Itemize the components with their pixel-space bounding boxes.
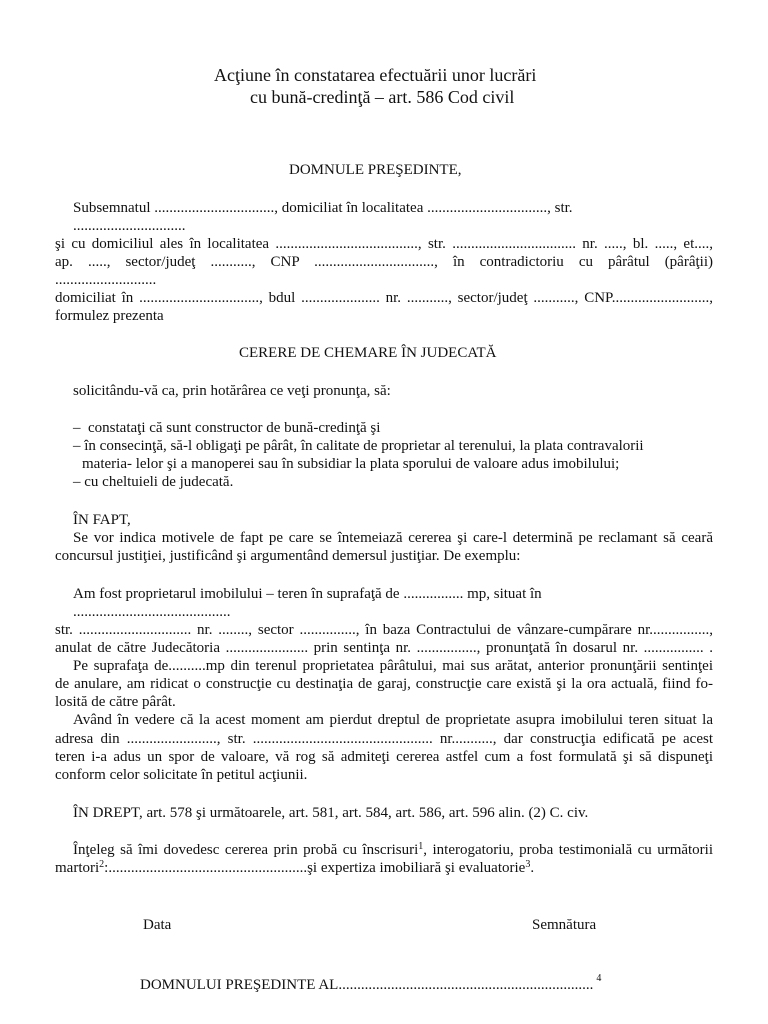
addressee-text: DOMNULUI PREŞEDINTE AL.................................................................... — [140, 977, 594, 993]
intro-line-6: domiciliat în ................................, bdul ..................... nr. ..........., sector/judeţ ..........., CNP.........................., — [55, 290, 713, 306]
intro-line-1: Subsemnatul ................................, domiciliat în localitatea ................................, str. — [73, 200, 573, 216]
facts-example-line-7: losită de către pârât. — [55, 694, 176, 710]
request-item-2-continued: materia- lelor şi a manoperei sau în subsidiar la plata sporului de valoare adus imobilului; — [82, 456, 620, 472]
document-title-line-2: cu bună-credinţă – art. 586 Cod civil — [250, 87, 515, 107]
facts-example-line-9: adresa din ........................, str. ................................................ nr..........., dar construcţia edificată pe acest — [55, 731, 713, 747]
evidence-line-1 — [73, 841, 713, 859]
evidence-line-1-rest: , interogatoriu, proba testimonială cu următorii — [423, 842, 714, 858]
intro-line-4: ap. ....., sector/judeţ ..........., CNP ................................, în contradictoriu cu pârâtul (pârâţii) — [55, 254, 713, 270]
facts-example-line-6: de anulare, am ridicat o construcţie cu destinaţia de garaj, construcţie care există şi la ora actuală, fiind fo- — [55, 676, 713, 692]
legal-basis: ÎN DREPT, art. 578 şi următoarele, art. 581, art. 584, art. 586, art. 596 alin. (2) C. civ. — [73, 805, 589, 821]
intro-line-3: şi cu domiciliul ales în localitatea ......................................, str. ................................. nr. ....., bl. ....., et...., — [55, 236, 713, 252]
footnote-marker-2: 2 — [99, 859, 105, 870]
evidence-line-2-text: martori — [55, 860, 100, 876]
intro-line-5: ........................... — [55, 272, 157, 288]
evidence-line-2 — [55, 859, 534, 877]
salutation: DOMNULE PREŞEDINTE, — [289, 162, 462, 178]
addressee-line — [140, 974, 601, 994]
evidence-line-2-rest: :.....................................................şi expertiza imobiliară şi evaluatorie — [104, 860, 526, 876]
facts-example-line-8: Având în vedere că la acest moment am pierdut dreptul de proprietate asupra imobilului teren situat la — [73, 712, 713, 728]
facts-example-line-1: Am fost proprietarul imobilului – teren în suprafaţă de ................ mp, situat în — [73, 586, 542, 602]
facts-example-line-5: Pe suprafaţa de..........mp din terenul proprietatea pârâtului, mai sus arătat, anterior pronunţării sentinţei — [73, 658, 713, 674]
facts-example-line-10: teren i-a adus un spor de valoare, vă rog să admiteţi cererea astfel cum a fost formulată şi să dispuneţi — [55, 749, 713, 765]
facts-instruction-line-1: Se vor indica motivele de fapt pe care se întemeiază cererea şi care-l determină pe reclamant să ceară — [73, 530, 713, 546]
evidence-line-2-end: . — [530, 860, 535, 876]
facts-heading: ÎN FAPT, — [73, 512, 131, 528]
facts-example-line-3: str. .............................. nr. ........, sector ..............., în baza Contractului de vânzare-cumpărare nr................, — [55, 622, 713, 638]
request-item-2: – în consecinţă, să-l obligaţi pe pârât, în calitate de proprietar al terenului, la plata contravalorii — [73, 438, 644, 454]
facts-example-line-4: anulat de către Judecătoria ...................... prin sentinţa nr. ................, pronunţată în dosarul nr. ................ . — [55, 640, 713, 656]
request-item-1: – constataţi că sunt constructor de bună-credinţă şi — [73, 420, 381, 436]
intro-line-7: formulez prezenta — [55, 308, 164, 324]
request-lead: solicitându-vă ca, prin hotărârea ce veţi pronunţa, să: — [73, 383, 391, 399]
facts-example-line-11: conform celor solicitate în petitul acţiunii. — [55, 767, 308, 783]
document-title-line-1: Acţiune în constatarea efectuării unor lucrări — [214, 65, 537, 85]
intro-line-2: .............................. — [73, 218, 186, 234]
request-item-3: – cu cheltuieli de judecată. — [73, 474, 234, 490]
evidence-line-1-text: Înţeleg să îmi dovedesc cererea prin probă cu înscrisuri — [73, 842, 419, 858]
footnote-marker-1: 1 — [418, 841, 424, 852]
section-heading: CERERE DE CHEMARE ÎN JUDECATĂ — [239, 345, 497, 361]
footnote-marker-4: 4 — [596, 973, 602, 984]
date-label: Data — [143, 917, 172, 933]
facts-example-line-2: .......................................... — [73, 604, 231, 620]
footnote-marker-3: 3 — [525, 859, 531, 870]
facts-instruction-line-2: concursul justiţiei, justificând şi argumentând demersul justiţiar. De exemplu: — [55, 548, 521, 564]
signature-label: Semnătura — [532, 917, 597, 933]
